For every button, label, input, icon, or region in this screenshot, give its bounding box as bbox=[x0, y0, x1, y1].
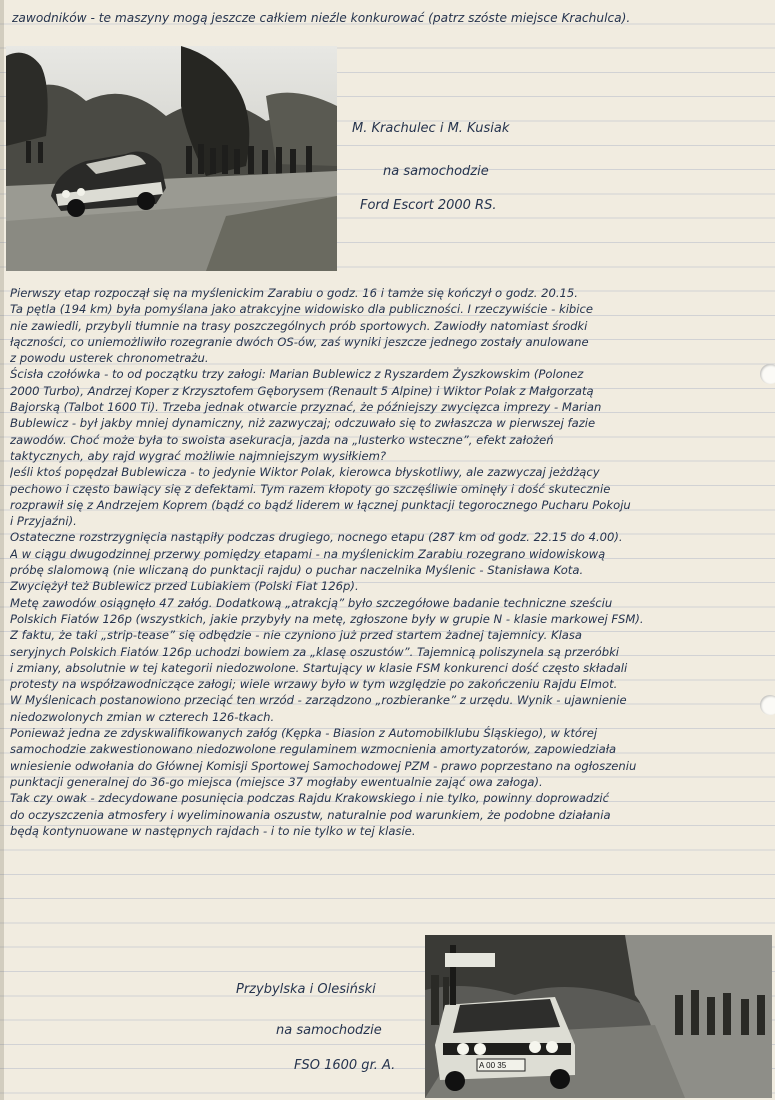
paragraph-line: Pierwszy etap rozpoczął się na myślenickim Zarabiu o godz. 16 i tamże się kończył o godz. 20.15. bbox=[10, 286, 578, 300]
paragraph-line: wniesienie odwołania do Głównej Komisji Sportowej Samochodowej PZM - prawo poprzestano na ogłoszeniu bbox=[10, 758, 637, 773]
page-edge bbox=[0, 0, 4, 1100]
paragraph-line: rozprawił się z Andrzejem Koprem (bądź co bądź liderem w łącznej punktacji tegorocznego Pucharu Pokoju bbox=[10, 497, 631, 512]
paragraph-line: będą kontynuowane w następnych rajdach - i to nie tylko w tej klasie. bbox=[10, 823, 416, 838]
paragraph-line: Ostateczne rozstrzygnięcia nastąpiły podczas drugiego, nocnego etapu (287 km od godz. 22.15 do 4.00). bbox=[10, 530, 623, 545]
paragraph-line: Tak czy owak - zdecydowane posunięcia podczas Rajdu Krakowskiego i nie tylko, powinny doprowadzić bbox=[10, 791, 609, 806]
license-plate: A 00 35 bbox=[479, 1061, 507, 1070]
paragraph-line: Polskich Fiatów 126p (wszystkich, jakie przybyły na metę, zgłoszone były w grupie N - klasie markowej FSM). bbox=[10, 611, 644, 626]
article-body bbox=[10, 285, 768, 839]
paragraph-line: niedozwolonych zmian w czterech 126-tkach. bbox=[10, 709, 275, 724]
paragraph-line: zawodów. Choć może była to swoista asekuracja, jazda na „lusterko wsteczne”, efekt założeń bbox=[10, 432, 554, 447]
paragraph-line: Bajorską (Talbot 1600 Ti). Trzeba jednak otwarcie przyznać, że późniejszy zwycięzca imprezy - Marian bbox=[10, 400, 602, 415]
paragraph-line: nie zawiedli, przybyli tłumnie na trasy poszczególnych prób sportowych. Zawiodły natomiast środki bbox=[10, 318, 588, 333]
paragraph-line: Metę zawodów osiągnęło 47 załóg. Dodatkową „atrakcją” było szczegółowe badanie techniczne sześciu bbox=[10, 595, 613, 610]
punch-hole bbox=[760, 695, 775, 715]
paragraph-line: Ta pętla (194 km) była pomyślana jako atrakcyjne widowisko dla publiczności. I rzeczywiście - kibice bbox=[10, 302, 594, 317]
paragraph-line: samochodzie zakwestionowano niedozwolone regulaminem wzmocnienia amortyzatorów, zapowiedziała bbox=[10, 742, 617, 757]
caption2-names: Przybylska i Olesiński bbox=[236, 982, 376, 997]
paragraph-line: próbę slalomową (nie wliczaną do punktacji rajdu) o puchar naczelnika Myślenic - Stanisława Kota. bbox=[10, 563, 584, 578]
paragraph-line: do oczyszczenia atmosfery i wyeliminowania oszustw, naturalnie pod warunkiem, że podobne działania bbox=[10, 807, 611, 822]
rally-photo-ford-escort bbox=[6, 46, 337, 271]
caption1-names: M. Krachulec i M. Kusiak bbox=[352, 121, 510, 136]
caption1-car-model: Ford Escort 2000 RS. bbox=[360, 198, 497, 213]
caption1-vehicle-label: na samochodzie bbox=[383, 164, 489, 179]
paragraph-line: Ścisła czołówka - to od początku trzy załogi: Marian Bublewicz z Ryszardem Żyszkowskim (Polonez bbox=[10, 367, 584, 382]
caption2-car-model: FSO 1600 gr. A. bbox=[294, 1058, 396, 1073]
paragraph-line: Z faktu, że taki „strip-tease” się odbędzie - nie czyniono już przed startem żadnej tajemnicy. Klasa bbox=[10, 628, 583, 643]
paragraph-line: W Myślenicach postanowiono przeciąć ten wrzód - zarządzono „rozbieranke” z urzędu. Wynik - ujawnienie bbox=[10, 693, 627, 708]
paragraph-line: seryjnych Polskich Fiatów 126p uchodzi bowiem za „klasę oszustów”. Tajemnicą poliszynela są przeróbki bbox=[10, 644, 620, 659]
punch-hole bbox=[760, 364, 775, 384]
paragraph-line: A w ciągu dwugodzinnej przerwy pomiędzy etapami - na myślenickim Zarabiu rozegrano widowiskową bbox=[10, 546, 606, 561]
top-text-line: zawodników - te maszyny mogą jeszcze całkiem nieźle konkurować (patrz szóste miejsce Krachulca). bbox=[12, 11, 631, 25]
paragraph-line: łączności, co uniemożliwiło rozegranie dwóch OS-ów, zaś wyniki jeszcze jednego zostały anulowane bbox=[10, 334, 589, 349]
paragraph-line: Jeśli ktoś popędzał Bublewicza - to jedynie Wiktor Polak, kierowca błyskotliwy, ale zazwyczaj jeżdżący bbox=[10, 465, 600, 480]
paragraph-line: Bublewicz - był jakby mniej dynamiczny, niż zazwyczaj; odczuwało się to zwłaszcza w pierwszej fazie bbox=[10, 416, 596, 431]
paragraph-line: Zwyciężył też Bublewicz przed Lubiakiem (Polski Fiat 126p). bbox=[10, 579, 359, 594]
paragraph-line: z powodu usterek chronometrażu. bbox=[10, 351, 209, 366]
caption2-vehicle-label: na samochodzie bbox=[276, 1023, 382, 1038]
paragraph-line: taktycznych, aby rajd wygrać możliwie najmniejszym wysiłkiem? bbox=[10, 448, 387, 463]
paragraph-line: pechowo i często bawiący się z defektami. Tym razem kłopoty go szczęśliwie ominęły i dość skutecznie bbox=[10, 481, 611, 496]
rally-photo-fso bbox=[425, 935, 772, 1098]
paragraph-line: punktacji generalnej do 36-go miejsca (miejsce 37 mogłaby ewentualnie zająć owa załoga). bbox=[10, 774, 543, 789]
paragraph-line: i zmiany, absolutnie w tej kategorii niedozwolone. Startujący w klasie FSM konkurenci dość często składali bbox=[10, 660, 628, 675]
paragraph-line: i Przyjaźni). bbox=[10, 514, 77, 529]
paragraph-line: 2000 Turbo), Andrzej Koper z Krzysztofem Gęborysem (Renault 5 Alpine) i Wiktor Polak z Małgorzatą bbox=[10, 383, 594, 398]
paragraph-line: protesty na współzawodniczące załogi; wiele wrzawy było w tym względzie po zakończeniu Rajdu Elmot. bbox=[10, 677, 618, 692]
paragraph-line: Ponieważ jedna ze zdyskwalifikowanych załóg (Kępka - Biasion z Automobilklubu Śląskiego), w której bbox=[10, 726, 598, 741]
